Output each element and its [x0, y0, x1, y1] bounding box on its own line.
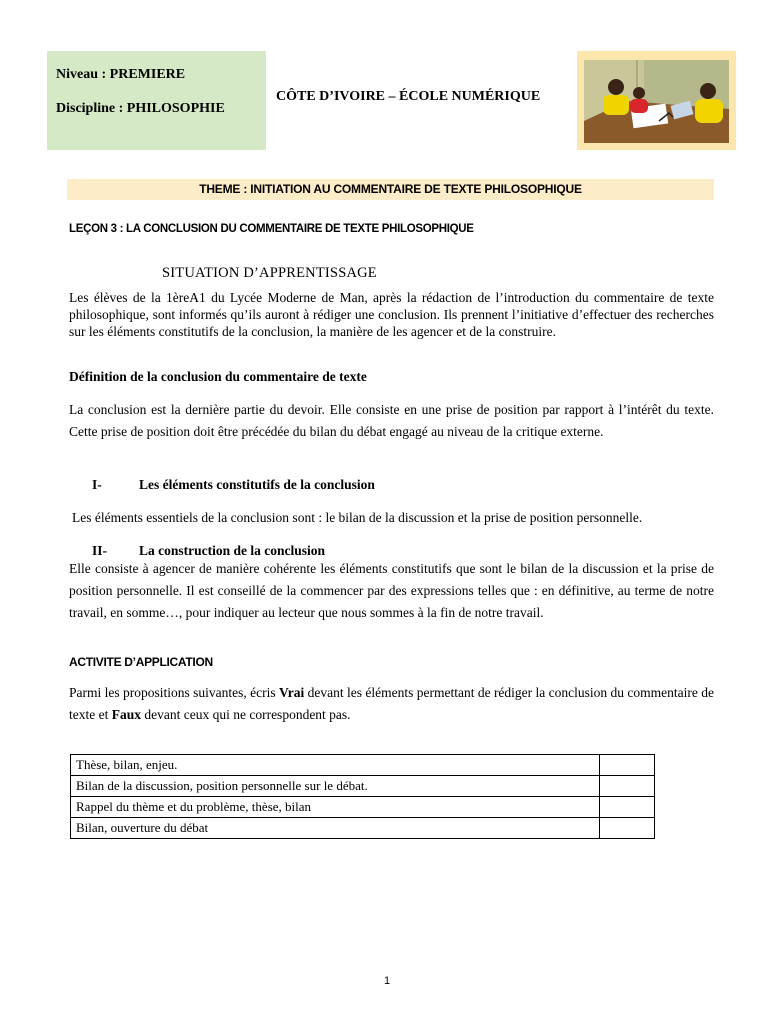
table-row — [71, 818, 655, 839]
instr-part-3: devant ceux qui ne correspondent pas. — [141, 707, 351, 722]
answer-cell[interactable] — [600, 755, 655, 776]
situation-title: SITUATION D’APPRENTISSAGE — [162, 265, 377, 281]
table-row — [71, 797, 655, 818]
activite-instructions — [69, 682, 714, 726]
table-row — [71, 755, 655, 776]
vrai-word: Vrai — [279, 685, 305, 700]
section-1-text: Les éléments essentiels de la conclusion sont : le bilan de la discussion et la prise de position personnelle. — [72, 510, 643, 525]
section-1-number: I- — [92, 477, 102, 492]
answer-cell[interactable] — [600, 797, 655, 818]
niveau-label: Niveau : PREMIERE — [56, 67, 186, 82]
answer-cell[interactable] — [600, 776, 655, 797]
students-computers-illustration — [577, 51, 736, 150]
faux-word: Faux — [111, 707, 141, 722]
lecon-title: LEÇON 3 : LA CONCLUSION DU COMMENTAIRE DE TEXTE PHILOSOPHIQUE — [69, 223, 474, 235]
proposition-cell: Bilan de la discussion, position personnelle sur le débat. — [71, 776, 600, 797]
proposition-cell: Bilan, ouverture du débat — [71, 818, 600, 839]
activity-table — [70, 754, 655, 839]
instr-part-2: devant les éléments permettant de rédiger la conclusion du commentaire de texte et — [69, 685, 714, 722]
section-2-number: II- — [92, 543, 108, 558]
page-number: 1 — [384, 975, 391, 987]
instr-part-1: Parmi les propositions suivantes, écris — [69, 685, 279, 700]
school-title: CÔTE D’IVOIRE – ÉCOLE NUMÉRIQUE — [276, 89, 541, 104]
definition-text: La conclusion est la dernière partie du devoir. Elle consiste en une prise de position par rapport à l’intérêt du texte. Cette prise de position doit être précédée du bilan du débat engagé au niveau de la critique externe. — [69, 402, 714, 439]
section-2-heading: La construction de la conclusion — [139, 543, 326, 558]
definition-heading: Définition de la conclusion du commentaire de texte — [69, 369, 367, 384]
table-row — [71, 776, 655, 797]
activite-heading: ACTIVITE D’APPLICATION — [69, 655, 213, 669]
illustration-image — [577, 51, 736, 150]
header-info-box — [47, 51, 266, 150]
section-2-text: Elle consiste à agencer de manière cohérente les éléments constitutifs que sont le bilan de la discussion et la prise de position personnelle. Il est conseillé de la commencer par des expressions telles que : en définitive, au terme de notre travail, en somme…, pour indiquer au lecteur que nous sommes à la fin de notre travail. — [69, 561, 714, 620]
situation-text: Les élèves de la 1èreA1 du Lycée Moderne de Man, après la rédaction de l’introduction du commentaire de texte philosophique, sont informés qu’ils auront à rédiger une conclusion. Ils prennent l’initiative d’effectuer des recherches sur les éléments constitutifs de la conclusion, la manière de les agencer et de la construire. — [69, 290, 714, 339]
proposition-cell: Thèse, bilan, enjeu. — [71, 755, 600, 776]
discipline-label: Discipline : PHILOSOPHIE — [56, 101, 225, 116]
section-1-heading: Les éléments constitutifs de la conclusion — [139, 477, 375, 492]
proposition-cell: Rappel du thème et du problème, thèse, bilan — [71, 797, 600, 818]
theme-banner: THEME : INITIATION AU COMMENTAIRE DE TEXTE PHILOSOPHIQUE — [67, 179, 714, 200]
answer-cell[interactable] — [600, 818, 655, 839]
